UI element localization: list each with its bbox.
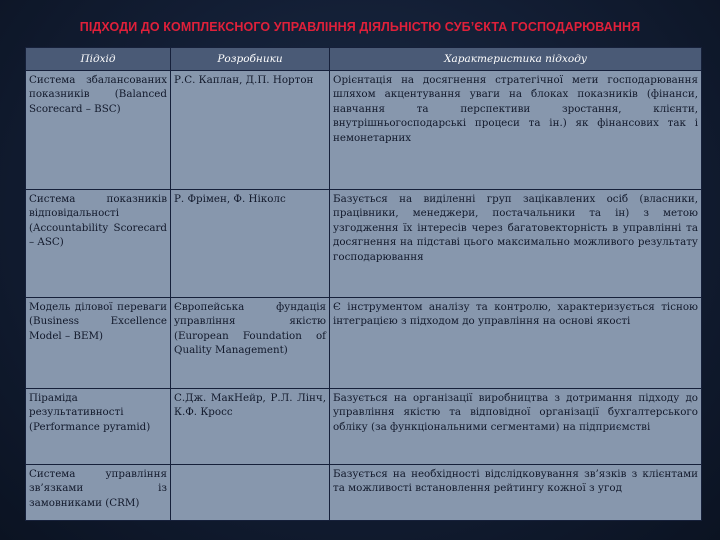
slide-title: ПІДХОДИ ДО КОМПЛЕКСНОГО УПРАВЛІННЯ ДІЯЛЬНІСТЮ СУБ’ЄКТА ГОСПОДАРЮВАННЯ <box>79 20 641 34</box>
table-row <box>26 190 702 298</box>
table-row <box>26 71 702 190</box>
cell-authors: Європейська фундація управління якістю (European Foundation of Quality Management) <box>171 298 330 389</box>
cell-approach: Модель ділової переваги (Business Excellence Model – BEM) <box>26 298 171 389</box>
table-header-row <box>26 48 702 71</box>
header-description: Характеристика підходу <box>330 48 702 71</box>
cell-authors: Р. Фрімен, Ф. Ніколс <box>171 190 330 298</box>
cell-description: Базується на виділенні груп зацікавлених осіб (власники, працівники, менеджери, постачальники та ін) з метою узгодження їх інтересів через багатовекторність в управлінні та досягнення на підставі цього максимально можливого результату господарювання <box>330 190 702 298</box>
cell-approach: Система управління зв’язками із замовниками (CRM) <box>26 465 171 521</box>
header-authors: Розробники <box>171 48 330 71</box>
cell-approach: Система показників відповідальності (Accountability Scorecard – ASC) <box>26 190 171 298</box>
cell-description: Є інструментом аналізу та контролю, характеризується тісною інтеграцією з підходом до управління на основі якості <box>330 298 702 389</box>
cell-approach: Піраміда результативності (Performance pyramid) <box>26 389 171 465</box>
cell-authors <box>171 465 330 521</box>
cell-approach: Система збалансованих показників (Balanced Scorecard – BSC) <box>26 71 171 190</box>
table-row <box>26 389 702 465</box>
approaches-table <box>25 47 702 521</box>
cell-authors: С.Дж. МакНейр, Р.Л. Лінч, К.Ф. Кросс <box>171 389 330 465</box>
cell-description: Базується на організації виробництва з дотримання підходу до управління якістю та відповідної організації бухгалтерського обліку (за функціональними сегментами) на підприємстві <box>330 389 702 465</box>
table-row <box>26 465 702 521</box>
table-row <box>26 298 702 389</box>
cell-description: Орієнтація на досягнення стратегічної мети господарювання шляхом акцентування уваги на блоках показників (фінанси, навчання та перспективи зростання, клієнти, внутрішньогосподарські процеси та ін.) як фінансових так і немонетарних <box>330 71 702 190</box>
header-approach: Підхід <box>26 48 171 71</box>
cell-authors: Р.С. Каплан, Д.П. Нортон <box>171 71 330 190</box>
cell-description: Базується на необхідності відслідковування зв’язків з клієнтами та можливості встановлення рейтингу кожної з угод <box>330 465 702 521</box>
